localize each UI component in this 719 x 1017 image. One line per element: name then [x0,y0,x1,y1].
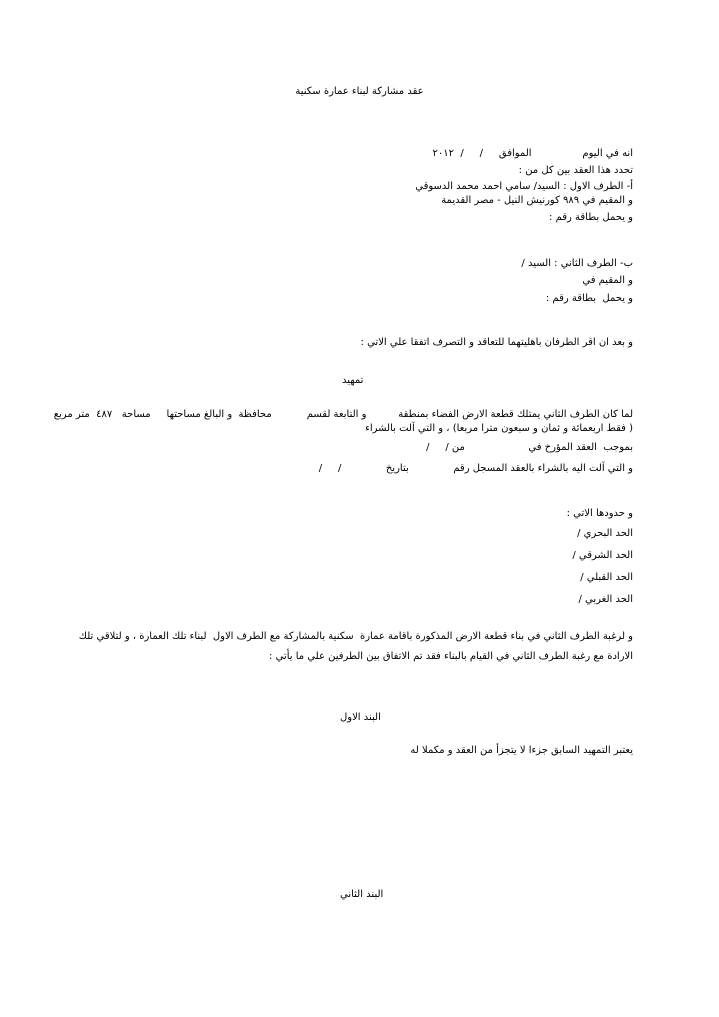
clause1-text: يعتبر التمهيد السابق جزءا لا يتجزأ من العقد و مكملا له [410,745,633,756]
preamble-line-4: و التي آلت اليه بالشراء بالعقد المسجل رقم بتاريخ / / [318,463,633,474]
clause2-heading: البند الثاني [340,889,384,900]
desire-line-1: و لرغبة الطرف الثاني في بناء قطعة الارض المذكورة باقامة عمارة سكنية بالمشاركة مع الطرف الاول لبناء تلك العمارة ، و لتلاقي تلك [78,631,633,642]
boundary-west: الحد الغربي / [578,594,633,605]
party2-name: ب- الطرف الثاني : السيد / [521,258,633,269]
party1-name: أ- الطرف الاول : السيد/ سامي احمد محمد الدسوقي [415,181,633,192]
preamble-line-2: ( فقط اربعمائة و ثمان و سبعون مترا مربعا) ، و التي آلت بالشراء [365,423,633,434]
contract-between: تحدد هذا العقد بين كل من : [518,165,633,176]
clause1-heading: البند الاول [340,712,381,723]
agreement-intro: و بعد ان اقر الطرفان باهليتهما للتعاقد و التصرف اتفقا علي الاتي : [360,337,633,348]
preamble-heading: تمهيد [342,375,364,386]
contract-title: عقد مشاركة لبناء عمارة سكنية [295,86,424,97]
party2-id: و يحمل بطاقة رقم : [545,293,633,304]
boundaries-intro: و حدودها الاتي : [566,508,633,519]
boundary-south: الحد القبلي / [580,572,633,583]
party2-address: و المقيم في [582,275,633,286]
preamble-line-1: لما كان الطرف الثاني يمتلك قطعة الارض الفضاء بمنطقة و التابعة لقسم محافظة و البالغ مساحتها مساحة ٤٨٧ متر مربع [53,409,633,420]
desire-line-2: الارادة مع رغبة الطرف الثاني في القيام بالبناء فقد تم الاتفاق بين الطرفين علي ما يأتي : [269,651,633,662]
party1-address: و المقيم في ٩٨٩ كورنيش النيل - مصر القديمة [441,195,633,206]
party1-id: و يحمل بطاقة رقم : [549,212,633,223]
preamble-line-3: بموجب العقد المؤرخ في من / / [426,442,633,453]
date-line: انه في اليوم الموافق / / ٢٠١٢ [432,148,633,159]
boundary-north: الحد البحري / [577,528,633,539]
boundary-east: الحد الشرقي / [572,550,633,561]
